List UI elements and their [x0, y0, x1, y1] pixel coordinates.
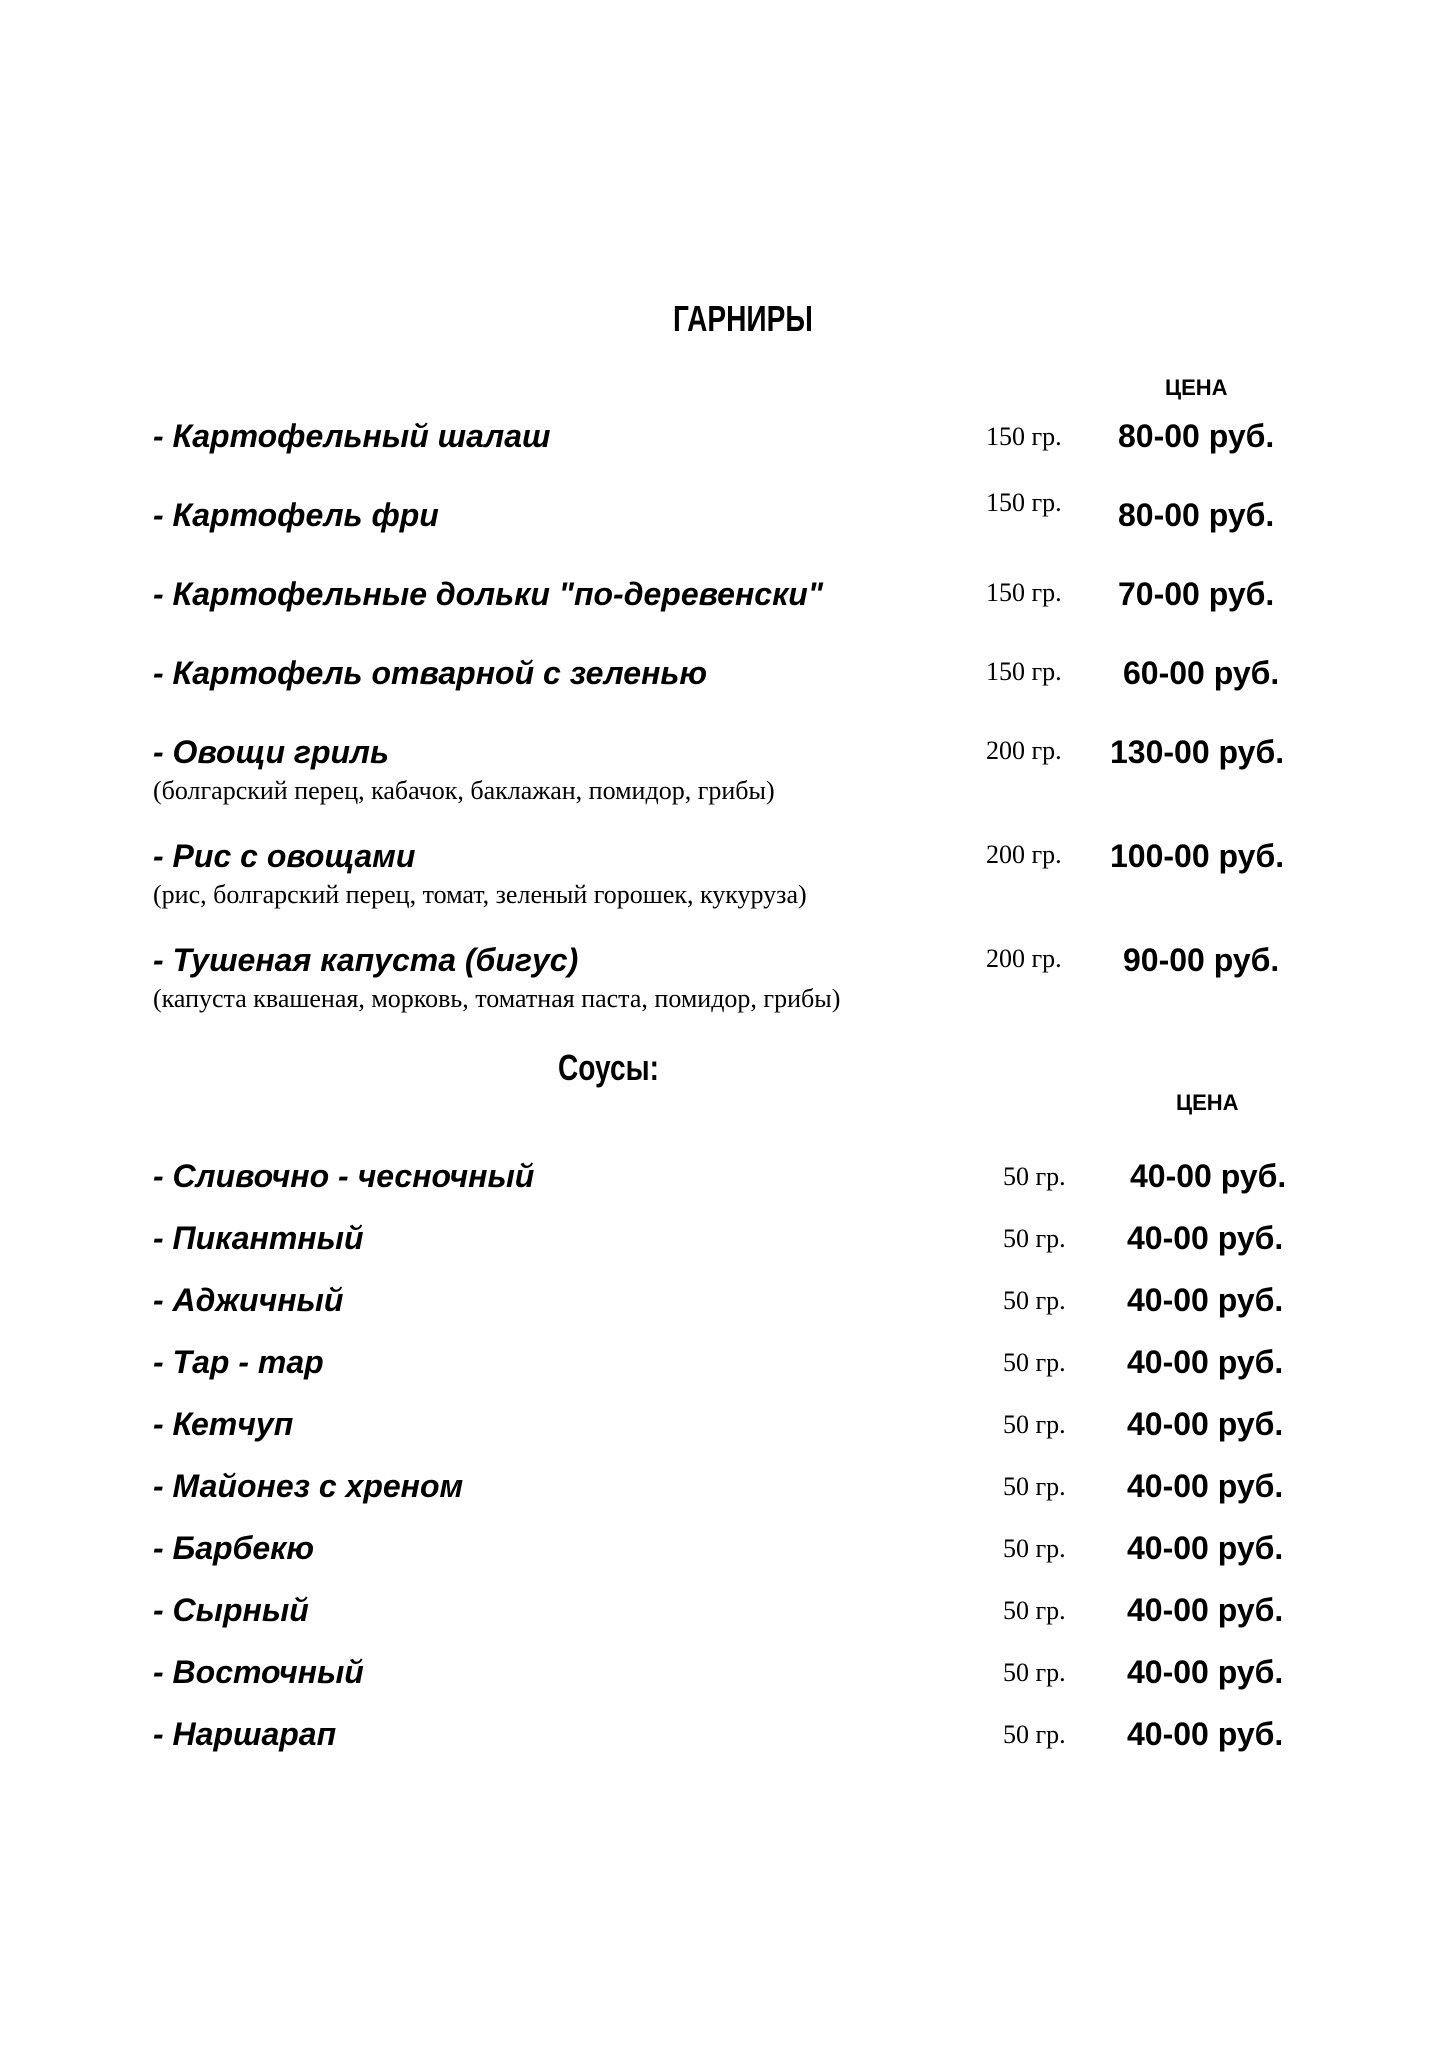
item-weight: 50 гр. [1003, 1286, 1066, 1315]
item-name: - Тушеная капуста (бигус) [153, 942, 579, 978]
item-name: - Сырный [153, 1592, 309, 1628]
item-name: - Картофельные дольки "по-деревенски" [153, 576, 824, 612]
garnish-title: ГАРНИРЫ [673, 298, 813, 339]
item-weight: 50 гр. [1003, 1534, 1066, 1563]
item-price: 40-00 руб. [1127, 1530, 1284, 1566]
item-price: 40-00 руб. [1127, 1716, 1284, 1752]
item-weight: 150 гр. [986, 578, 1062, 607]
item-weight: 200 гр. [986, 736, 1062, 765]
item-price: 40-00 руб. [1127, 1592, 1284, 1628]
item-price: 40-00 руб. [1127, 1220, 1284, 1256]
item-weight: 150 гр. [986, 488, 1062, 517]
item-name: - Аджичный [153, 1282, 344, 1318]
sauces-title: Соусы: [558, 1047, 659, 1088]
item-name: - Картофель отварной с зеленью [153, 655, 708, 691]
item-description: (болгарский перец, кабачок, баклажан, помидор, грибы) [153, 776, 775, 805]
item-price: 40-00 руб. [1130, 1158, 1287, 1194]
item-name: - Картофель фри [153, 497, 439, 533]
item-price: 90-00 руб. [1123, 942, 1280, 978]
item-name: - Восточный [153, 1654, 364, 1690]
item-name: - Майонез с хреном [153, 1468, 464, 1504]
item-weight: 50 гр. [1003, 1224, 1066, 1253]
item-price: 40-00 руб. [1127, 1344, 1284, 1380]
item-weight: 200 гр. [986, 840, 1062, 869]
item-price: 40-00 руб. [1127, 1406, 1284, 1442]
item-weight: 50 гр. [1003, 1658, 1066, 1687]
item-name: - Рис с овощами [153, 838, 416, 874]
item-weight: 50 гр. [1003, 1472, 1066, 1501]
item-price: 100-00 руб. [1110, 838, 1285, 874]
item-name: - Картофельный шалаш [153, 418, 551, 454]
item-price: 60-00 руб. [1123, 655, 1280, 691]
item-description: (капуста квашеная, морковь, томатная паста, помидор, грибы) [153, 984, 841, 1013]
item-weight: 200 гр. [986, 944, 1062, 973]
item-weight: 150 гр. [986, 657, 1062, 686]
item-name: - Сливочно - чесночный [153, 1158, 535, 1194]
item-weight: 50 гр. [1003, 1596, 1066, 1625]
item-name: - Барбекю [153, 1530, 315, 1566]
item-name: - Пикантный [153, 1220, 364, 1256]
item-weight: 50 гр. [1003, 1162, 1066, 1191]
item-weight: 50 гр. [1003, 1720, 1066, 1749]
item-price: 130-00 руб. [1110, 734, 1285, 770]
item-name: - Кетчуп [153, 1406, 294, 1442]
item-price: 40-00 руб. [1127, 1654, 1284, 1690]
item-price: 40-00 руб. [1127, 1468, 1284, 1504]
item-price: 40-00 руб. [1127, 1282, 1284, 1318]
item-weight: 50 гр. [1003, 1410, 1066, 1439]
sauces-price-header: ЦЕНА [1176, 1090, 1239, 1115]
item-price: 70-00 руб. [1118, 576, 1275, 612]
item-weight: 150 гр. [986, 422, 1062, 451]
item-name: - Наршарап [153, 1716, 337, 1752]
item-description: (рис, болгарский перец, томат, зеленый горошек, кукуруза) [153, 880, 807, 909]
item-name: - Тар - тар [153, 1344, 324, 1380]
item-name: - Овощи гриль [153, 734, 389, 770]
item-price: 80-00 руб. [1118, 497, 1275, 533]
item-weight: 50 гр. [1003, 1348, 1066, 1377]
garnish-price-header: ЦЕНА [1165, 375, 1228, 400]
item-price: 80-00 руб. [1118, 418, 1275, 454]
